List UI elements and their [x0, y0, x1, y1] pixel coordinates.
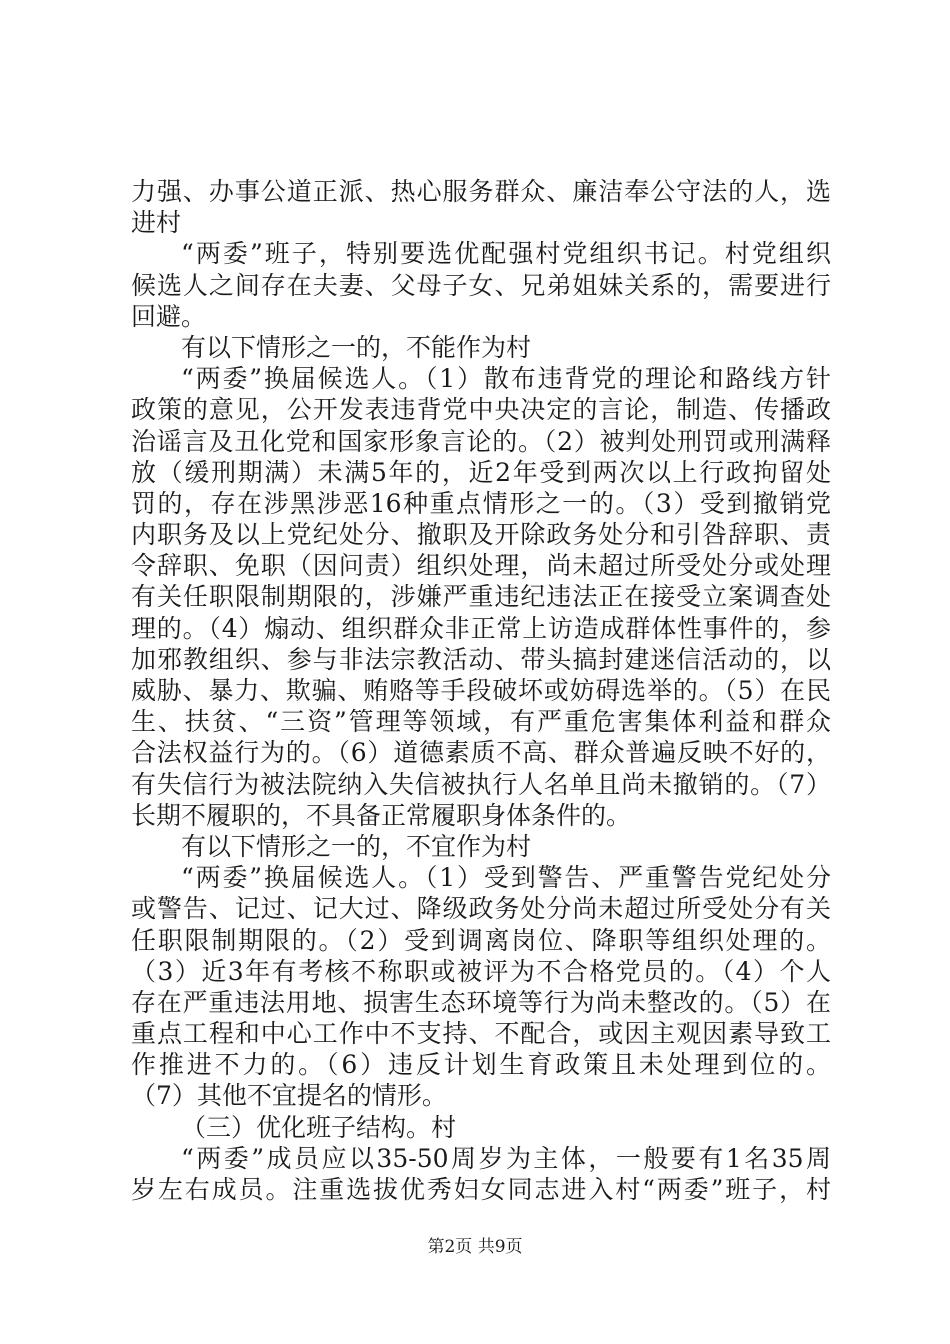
- text-line: 有以下情形之一的，不能作为村: [181, 332, 532, 362]
- text-line: 岁左右成员。注重选拔优秀妇女同志进入村“两委”班子，村: [131, 1175, 831, 1204]
- page-number-label: 第2页 共9页: [427, 1237, 523, 1257]
- text-line: 理的。（4）煽动、组织群众非正常上访造成群体性事件的，参: [131, 613, 831, 643]
- text-line: 回避。: [131, 301, 207, 331]
- text-line: 作推进不力的。（6）违反计划生育政策且未处理到位的。: [131, 1050, 831, 1080]
- text-line: 力强、办事公道正派、热心服务群众、廉洁奉公守法的人，选: [131, 177, 831, 206]
- text-line: 有失信行为被法院纳入失信被执行人名单且尚未撤销的。（7）: [131, 769, 831, 799]
- text-line: 候选人之间存在夫妻、父母子女、兄弟姐妹关系的，需要进行: [131, 270, 831, 300]
- text-line: 政策的意见，公开发表违背党中央决定的言论，制造、传播政: [131, 395, 831, 425]
- text-line: “两委”班子，特别要选优配强村党组织书记。村党组织: [181, 239, 831, 269]
- text-line: 加邪教组织、参与非法宗教活动、带头搞封建迷信活动的，以: [131, 644, 831, 674]
- text-line: 令辞职、免职（因问责）组织处理，尚未超过所受处分或处理: [131, 551, 831, 581]
- text-line: 合法权益行为的。（6）道德素质不高、群众普遍反映不好的，: [131, 738, 831, 768]
- text-line: 生、扶贫、“三资”管理等领域，有严重危害集体利益和群众: [131, 707, 831, 737]
- text-line: 治谣言及丑化党和国家形象言论的。（2）被判处刑罚或刑满释: [131, 426, 831, 456]
- text-line: 进村: [131, 208, 182, 238]
- text-line: 威胁、暴力、欺骗、贿赂等手段破坏或妨碍选举的。（5）在民: [131, 676, 831, 705]
- text-line: 罚的，存在涉黑涉恶16种重点情形之一的。（3）受到撤销党: [131, 488, 831, 518]
- text-line: 存在严重违法用地、损害生态环境等行为尚未整改的。（5）在: [131, 987, 831, 1017]
- text-line: “两委”成员应以35-50周岁为主体，一般要有1名35周: [181, 1143, 831, 1173]
- page-footer: [0, 1236, 950, 1258]
- text-line: 有关任职限制期限的，涉嫌严重违纪违法正在接受立案调查处: [131, 582, 831, 612]
- text-line: 任职限制期限的。（2）受到调离岗位、降职等组织处理的。: [131, 925, 831, 955]
- text-line: “两委”换届候选人。（1）散布违背党的理论和路线方针: [181, 364, 831, 394]
- text-line: 放（缓刑期满）未满5年的，近2年受到两次以上行政拘留处: [131, 457, 831, 487]
- text-line: （7）其他不宜提名的情形。: [131, 1081, 447, 1111]
- text-line: 或警告、记过、记大过、降级政务处分尚未超过所受处分有关: [131, 894, 831, 924]
- text-line: 内职务及以上党纪处分、撤职及开除政务处分和引咎辞职、责: [131, 520, 831, 550]
- document-body: [131, 176, 831, 1205]
- text-line: 有以下情形之一的，不宜作为村: [181, 831, 532, 861]
- text-line: （三）优化班子结构。村: [181, 1112, 457, 1142]
- text-line: 长期不履职的，不具备正常履职身体条件的。: [131, 800, 632, 830]
- text-line: （3）近3年有考核不称职或被评为不合格党员的。（4）个人: [131, 956, 831, 986]
- text-line: “两委”换届候选人。（1）受到警告、严重警告党纪处分: [181, 863, 831, 893]
- text-line: 重点工程和中心工作中不支持、不配合，或因主观因素导致工: [131, 1019, 831, 1049]
